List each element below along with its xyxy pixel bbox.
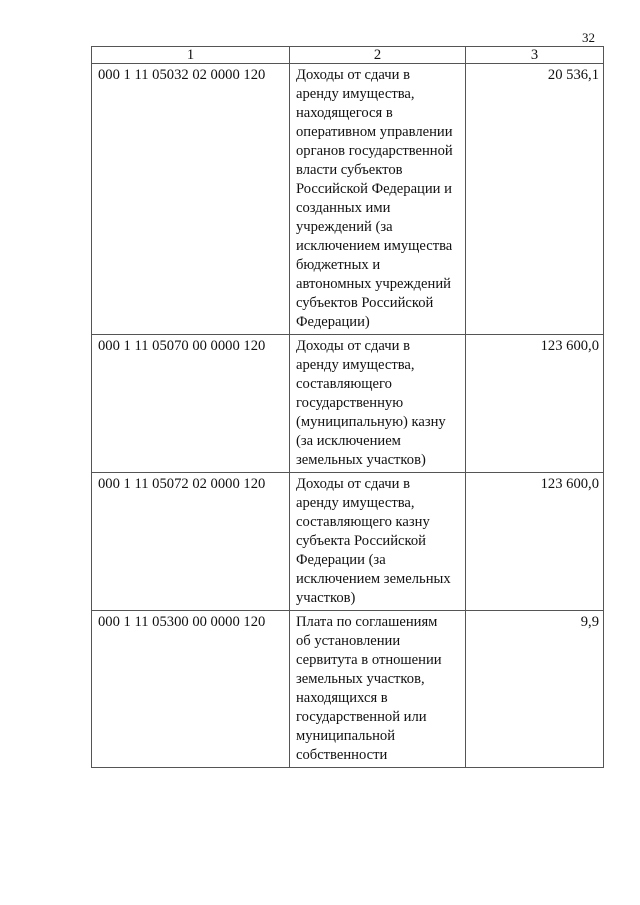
description-line: (муниципальную) казну — [296, 414, 446, 430]
description-line: субъекта Российской — [296, 533, 426, 549]
amount-cell: 123 600,0 — [466, 335, 604, 473]
description-line: автономных учреждений — [296, 276, 451, 292]
description-line: бюджетных и — [296, 257, 381, 273]
table-row — [92, 473, 604, 611]
description-line: аренду имущества, — [296, 357, 415, 373]
description-line: находящихся в — [296, 690, 388, 706]
description-line: муниципальной — [296, 728, 396, 744]
description-line: Федерации) — [296, 314, 370, 330]
budget-code-cell: 000 1 11 05300 00 0000 120 — [92, 611, 290, 768]
description-line: земельных участков, — [296, 671, 425, 687]
description-line: земельных участков) — [296, 452, 426, 468]
budget-code-cell: 000 1 11 05032 02 0000 120 — [92, 64, 290, 335]
description-line: Доходы от сдачи в — [296, 67, 410, 83]
description-cell — [290, 64, 466, 335]
table-body — [92, 64, 604, 768]
description-line: исключением земельных — [296, 571, 451, 587]
description-line: аренду имущества, — [296, 495, 415, 511]
description-line: Федерации (за — [296, 552, 386, 568]
description-line: власти субъектов — [296, 162, 403, 178]
description-line: об установлении — [296, 633, 401, 649]
description-line: (за исключением — [296, 433, 401, 449]
description-line: созданных ими — [296, 200, 391, 216]
description-line: собственности — [296, 747, 388, 763]
description-line: исключением имущества — [296, 238, 453, 254]
description-line: аренду имущества, — [296, 86, 415, 102]
description-cell — [290, 473, 466, 611]
budget-code-cell: 000 1 11 05070 00 0000 120 — [92, 335, 290, 473]
column-header-1: 1 — [92, 47, 290, 64]
description-line: составляющего казну — [296, 514, 430, 530]
description-line: Плата по соглашениям — [296, 614, 438, 630]
amount-cell: 9,9 — [466, 611, 604, 768]
budget-code-cell: 000 1 11 05072 02 0000 120 — [92, 473, 290, 611]
description-cell — [290, 335, 466, 473]
description-line: оперативном управлении — [296, 124, 453, 140]
description-line: составляющего — [296, 376, 392, 392]
table-row — [92, 611, 604, 768]
description-line: учреждений (за — [296, 219, 393, 235]
amount-cell: 20 536,1 — [466, 64, 604, 335]
amount-cell: 123 600,0 — [466, 473, 604, 611]
header-row — [92, 47, 604, 64]
description-line: органов государственной — [296, 143, 453, 159]
table-row — [92, 335, 604, 473]
description-line: находящегося в — [296, 105, 393, 121]
page-number: 32 — [582, 30, 595, 45]
description-line: государственной или — [296, 709, 427, 725]
description-line: участков) — [296, 590, 356, 606]
description-line: Российской Федерации и — [296, 181, 452, 197]
revenue-table — [91, 46, 604, 768]
description-line: государственную — [296, 395, 404, 411]
description-line: субъектов Российской — [296, 295, 434, 311]
description-line: сервитута в отношении — [296, 652, 442, 668]
column-header-3: 3 — [466, 47, 604, 64]
description-line: Доходы от сдачи в — [296, 338, 410, 354]
column-header-2: 2 — [290, 47, 466, 64]
description-line: Доходы от сдачи в — [296, 476, 410, 492]
table-row — [92, 64, 604, 335]
description-cell — [290, 611, 466, 768]
